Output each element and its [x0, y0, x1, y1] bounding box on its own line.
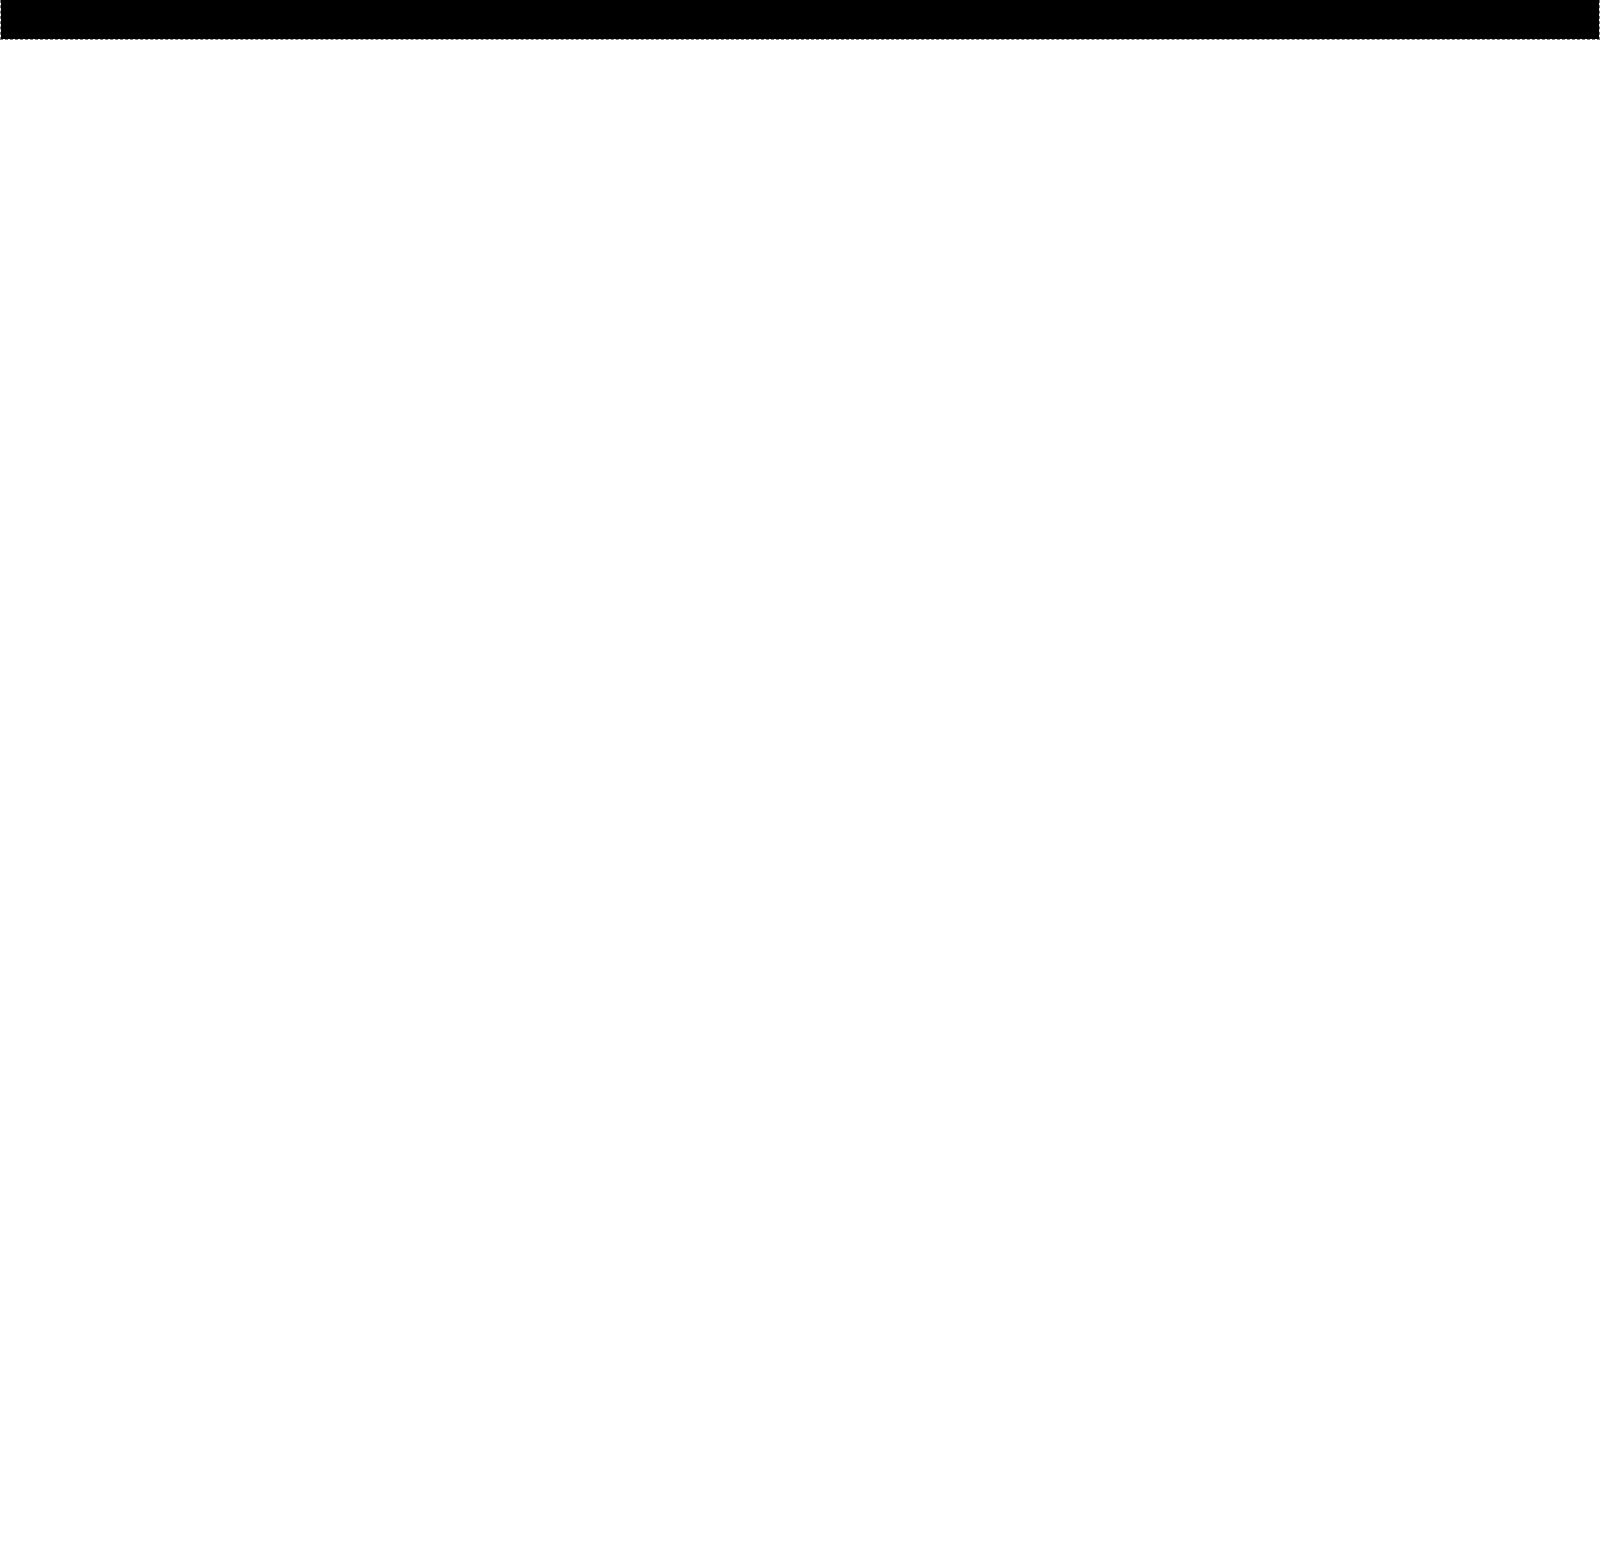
- name-column-header: [1, 0, 1600, 40]
- results-table: [0, 0, 1600, 40]
